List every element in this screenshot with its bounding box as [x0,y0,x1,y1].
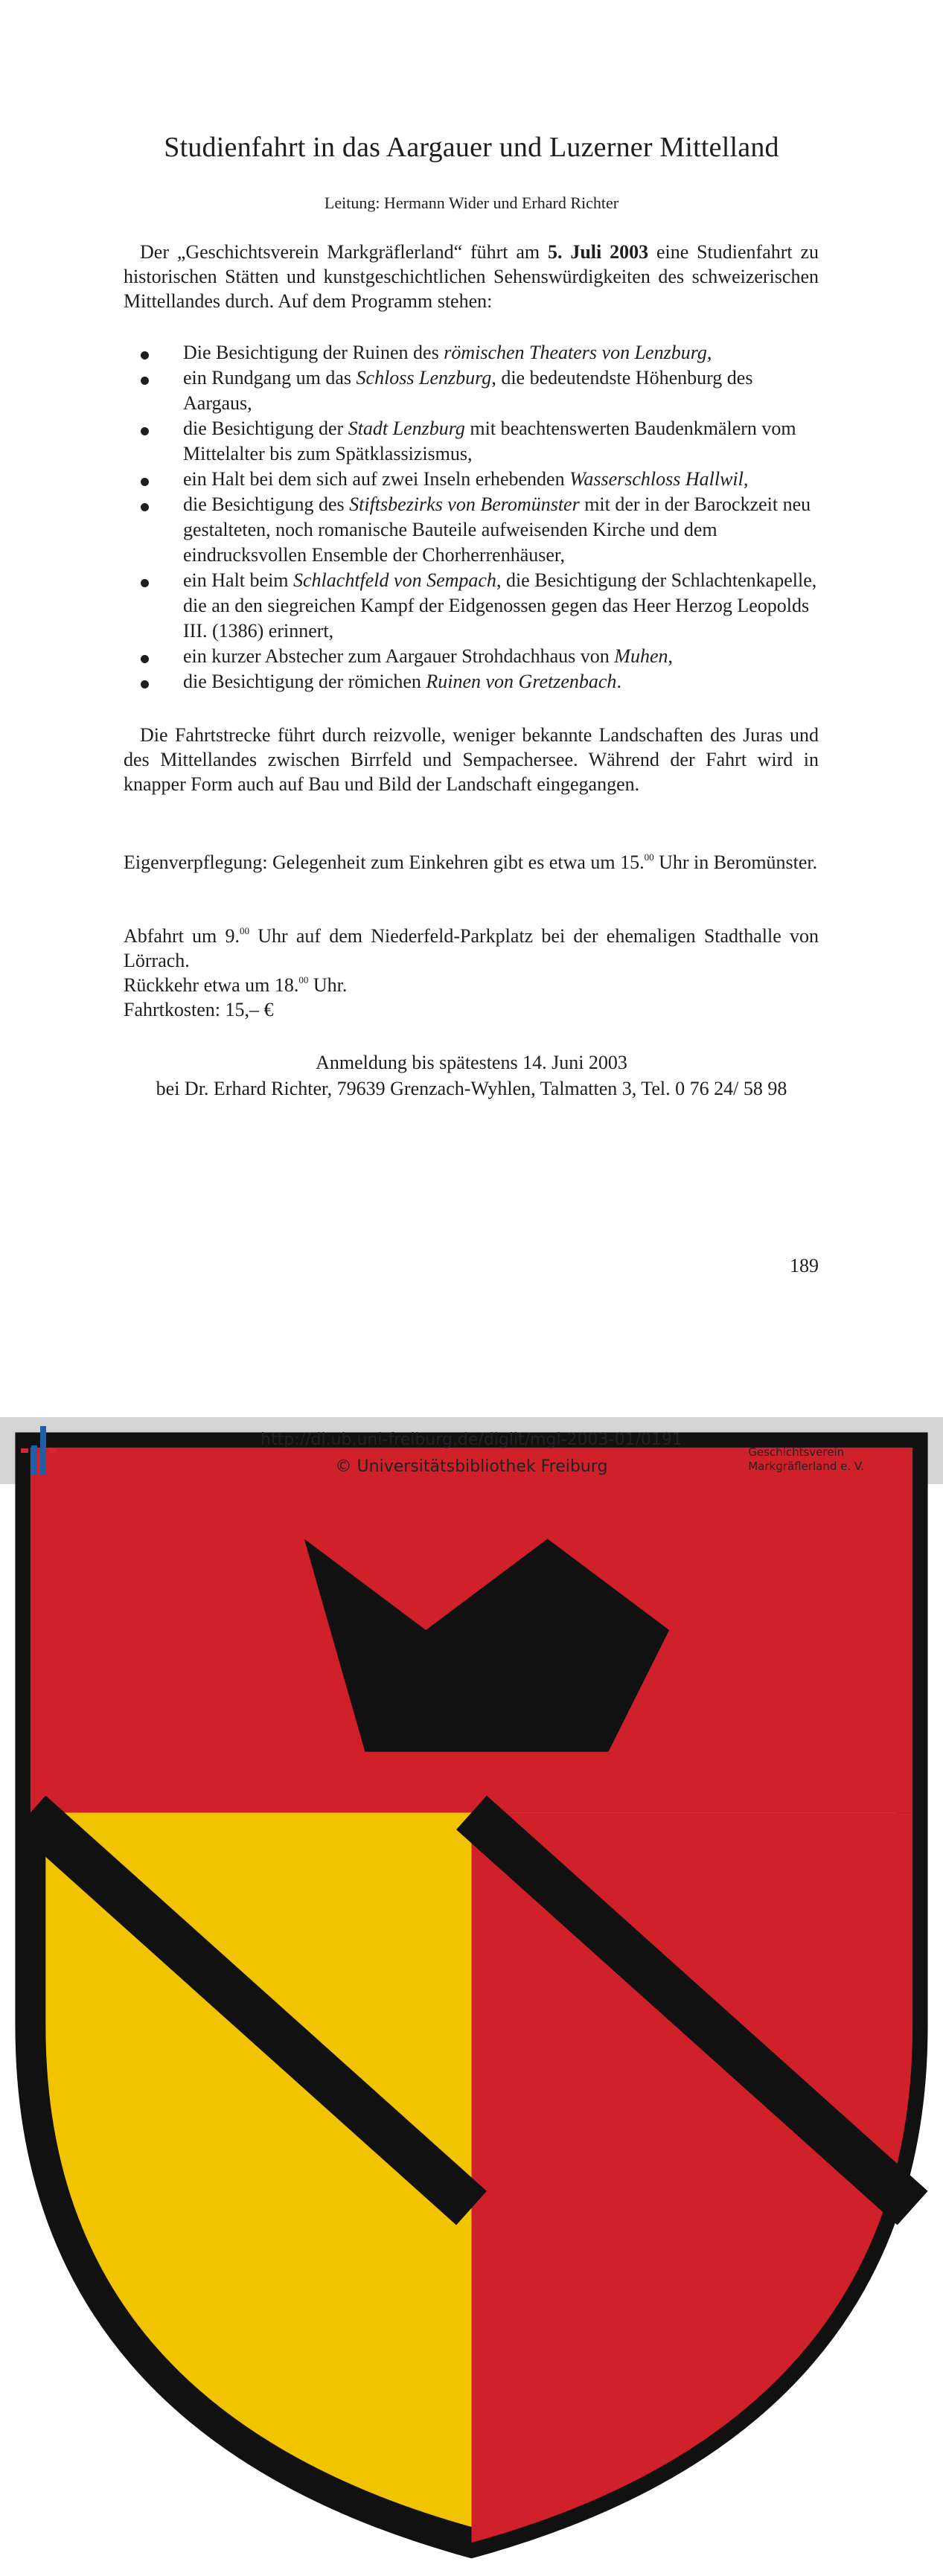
bullet-icon [141,351,149,359]
list-item: ein Halt beim Schlachtfeld von Sempach, die Besichtigung der Schlachtenkapelle, die an den siegreichen Kampf der Eidgenossen gegen das Heer Herzog Leopolds III. (1386) erinnert, [124,568,819,644]
society-name: Geschichtsverein Markgräflerland e. V. [748,1445,864,1473]
registration-deadline: Anmeldung bis spätestens 14. Juni 2003 [316,1052,627,1073]
coat-of-arms-icon [0,1417,943,2573]
footer-bar [0,1417,943,1484]
permalink-link[interactable]: http://dl.ub.uni-freiburg.de/diglit/mgl-2003-01/0191 [260,1431,683,1449]
trip-date: 5. Juli 2003 [547,241,649,263]
bullet-icon [141,655,149,663]
cost-line: Fahrtkosten: 15,– € [124,999,274,1020]
bullet-icon [141,579,149,587]
list-item: die Besichtigung des Stiftsbezirks von Beromünster mit der in der Barockzeit neu gestalteten, noch romanische Bauteile aufweisenden Kirche und dem eindrucksvollen Ensemble der Chorherrenhäuser, [124,492,819,568]
list-item: die Besichtigung der Stadt Lenzburg mit beachtenswerten Baudenkmälern vom Mittelalter bis zum Spätklassizismus, [124,416,819,467]
program-list [124,340,819,694]
bullet-icon [141,680,149,688]
return-line: Rückkehr etwa um 18.00 Uhr. [124,974,348,996]
copyright-text: © Universitätsbibliothek Freiburg [335,1457,608,1476]
bullet-icon [141,478,149,486]
departure-block: Abfahrt um 9.00 Uhr auf dem Niederfeld-Parkplatz bei der ehemaligen Stadthalle von Lörrach. Rückkehr etwa um 18.00 Uhr. Fahrtkosten: 15,– € [124,925,819,1020]
list-item: ein kurzer Abstecher zum Aargauer Strohdachhaus von Muhen, [124,644,819,669]
page-subtitle: Leitung: Hermann Wider und Erhard Richter [324,194,619,212]
intro-paragraph: Der „Geschichtsverein Markgräflerland“ führt am 5. Juli 2003 eine Studienfahrt zu historischen Stätten und kunstgeschichtlichen Sehenswürdigkeiten des schweizerischen Mittellandes durch. Auf dem Programm stehen: [124,241,819,312]
bullet-icon [141,377,149,385]
list-item: ein Rundgang um das Schloss Lenzburg, die bedeutendste Höhenburg des Aargaus, [124,365,819,416]
bullet-icon [141,427,149,435]
list-item: Die Besichtigung der Ruinen des römischen Theaters von Lenzburg, [124,340,819,365]
list-item: die Besichtigung der römichen Ruinen von Gretzenbach. [124,669,819,694]
page-title: Studienfahrt in das Aargauer und Luzerner Mittelland [164,132,779,163]
registration-block [0,1049,943,1102]
registration-contact: bei Dr. Erhard Richter, 79639 Grenzach-Wyhlen, Talmatten 3, Tel. 0 76 24/ 58 98 [156,1078,787,1099]
bullet-icon [141,503,149,511]
page-number: 189 [790,1255,819,1276]
list-item: ein Halt bei dem sich auf zwei Inseln erhebenden Wasserschloss Hallwil, [124,467,819,492]
catering-paragraph: Eigenverpflegung: Gelegenheit zum Einkehren gibt es etwa um 15.00 Uhr in Beromünster. [124,851,818,873]
route-paragraph: Die Fahrtstrecke führt durch reizvolle, weniger bekannte Landschaften des Juras und des Mittellandes zwischen Birrfeld und Sempachersee. Während der Fahrt wird in knapper Form auch auf Bau und Bild der Landschaft eingegangen. [124,724,819,795]
